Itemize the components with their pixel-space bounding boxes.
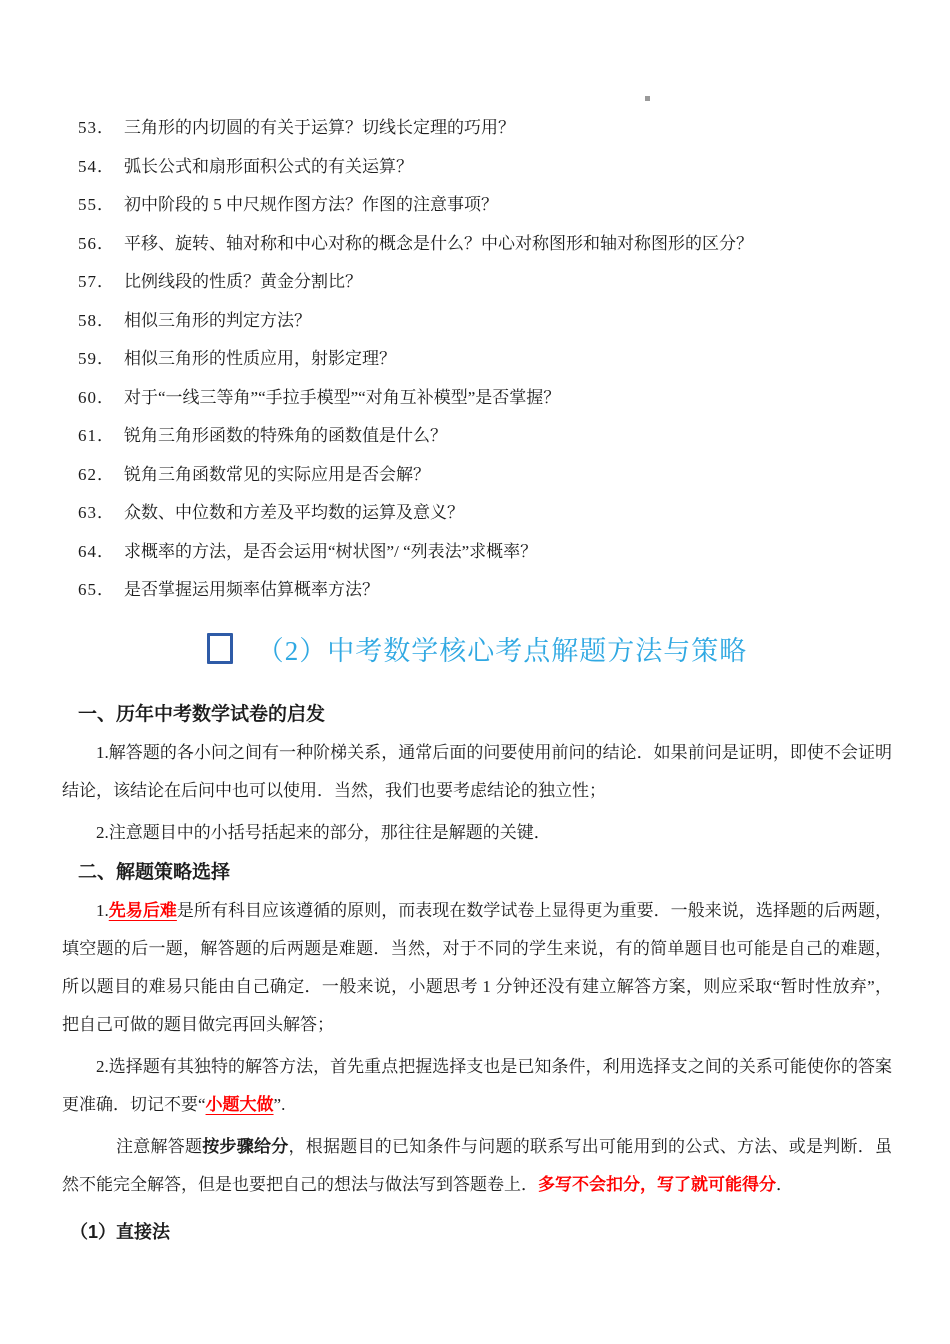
checklist-item <box>62 340 892 379</box>
item-text: 对于“一线三等角”“手拉手模型”“对角互补模型”是否掌握？ <box>124 387 561 407</box>
section2-title: 二、解题策略选择 <box>78 861 231 883</box>
checklist-item <box>62 263 892 302</box>
item-number: 55． <box>78 195 115 214</box>
item-text: 弧长公式和扇形面积公式的有关运算？ <box>124 156 413 176</box>
item-text: 相似三角形的判定方法？ <box>124 310 311 330</box>
section2-paragraph-3 <box>62 1128 892 1204</box>
checklist-item <box>62 494 892 533</box>
item-text: 是否掌握运用频率估算概率方法？ <box>124 580 379 599</box>
body-text: ． <box>776 1174 793 1194</box>
item-number: 56． <box>78 233 115 253</box>
item-number: 60． <box>78 387 115 407</box>
body-text: 1. <box>96 900 109 920</box>
missing-glyph-box-icon <box>207 633 233 664</box>
item-number: 54． <box>78 156 115 176</box>
checklist-item <box>62 533 892 572</box>
checklist-item <box>62 379 892 418</box>
section1-paragraph-2: 2.注意题目中的小括号括起来的部分，那往往是解题的关键． <box>96 822 551 842</box>
body-text: 是所有科目应该遵循的原则，而表现在数学试卷上显得更为重要．一般来说，选择题的后两题，填空题的后一题，解答题的后两题是难题．当然，对于不同的学生来说，有的简单题目也可能是自己的难题，所以题目的难易只能由自己确定．一般来说，小题思考 1 分钟还没有建立解答方案，则应采取“暂时性放弃”，把自己可做的题目做完再回头解答； <box>62 900 893 1034</box>
item-number: 63． <box>78 503 115 522</box>
item-number: 65． <box>78 580 115 599</box>
item-number: 62． <box>78 464 115 484</box>
emphasis-text: 小题大做 <box>205 1094 274 1114</box>
checklist-item <box>62 456 892 495</box>
item-text: 平移、旋转、轴对称和中心对称的概念是什么？中心对称图形和轴对称图形的区分？ <box>124 233 753 253</box>
chapter-heading-text: （2）中考数学核心考点解题方法与策略 <box>256 636 748 666</box>
checklist-item <box>62 302 892 341</box>
item-number: 59． <box>78 349 115 368</box>
emphasis-text: 先易后难 <box>108 900 177 920</box>
chapter-heading <box>62 626 892 672</box>
section2-paragraph-2 <box>62 1048 892 1124</box>
item-text: 众数、中位数和方差及平均数的运算及意义？ <box>124 503 464 522</box>
section1-title: 一、历年中考数学试卷的启发 <box>78 703 326 725</box>
item-text: 相似三角形的性质应用，射影定理？ <box>124 349 396 368</box>
section2-paragraph-1 <box>62 892 892 1044</box>
item-number: 57． <box>78 272 115 291</box>
body-text: 注意解答题 <box>116 1136 203 1156</box>
checklist-item <box>62 571 892 610</box>
body-text: 2.选择题有其独特的解答方法，首先重点把握选择支也是已知条件，利用选择支之间的关系可能使你的答案更准确．切记不要“ <box>62 1056 892 1114</box>
checklist-item <box>62 109 892 148</box>
item-text: 锐角三角函数常见的实际应用是否会解？ <box>124 464 430 484</box>
subsection-title: （1）直接法 <box>70 1221 171 1242</box>
item-number: 64． <box>78 541 115 561</box>
checklist-item <box>62 417 892 456</box>
body-text: ”. <box>273 1094 286 1114</box>
item-text: 求概率的方法，是否会运用“树状图”/ “列表法”求概率？ <box>124 541 538 561</box>
section1-paragraph-1: 1.解答题的各小问之间有一种阶梯关系，通常后面的问要使用前问的结论．如果前问是证明，即使不会证明结论，该结论在后问中也可以使用．当然，我们也要考虑结论的独立性； <box>62 742 892 800</box>
item-text: 三角形的内切圆的有关于运算？切线长定理的巧用？ <box>124 118 515 137</box>
item-number: 53． <box>78 118 115 137</box>
item-text: 比例线段的性质？黄金分割比？ <box>124 272 362 291</box>
body-text: ，根据题目的已知条件与问题的联系写出可能用到的公式、方法、或是判断．虽然不能完全解答，但是也要把自己的想法与做法写到答题卷上． <box>62 1136 892 1194</box>
question-checklist <box>62 109 892 610</box>
item-text: 初中阶段的 5 中尺规作图方法？作图的注意事项？ <box>124 195 498 214</box>
checklist-item <box>62 186 892 225</box>
emphasis-text: 按步骤给分 <box>202 1136 289 1156</box>
item-text: 锐角三角形函数的特殊角的函数值是什么？ <box>124 426 447 445</box>
stray-dot-artifact <box>645 96 650 101</box>
item-number: 58． <box>78 310 115 330</box>
checklist-item <box>62 148 892 187</box>
checklist-item <box>62 225 892 264</box>
item-number: 61． <box>78 426 115 445</box>
emphasis-text: 多写不会扣分，写了就可能得分 <box>538 1174 776 1194</box>
